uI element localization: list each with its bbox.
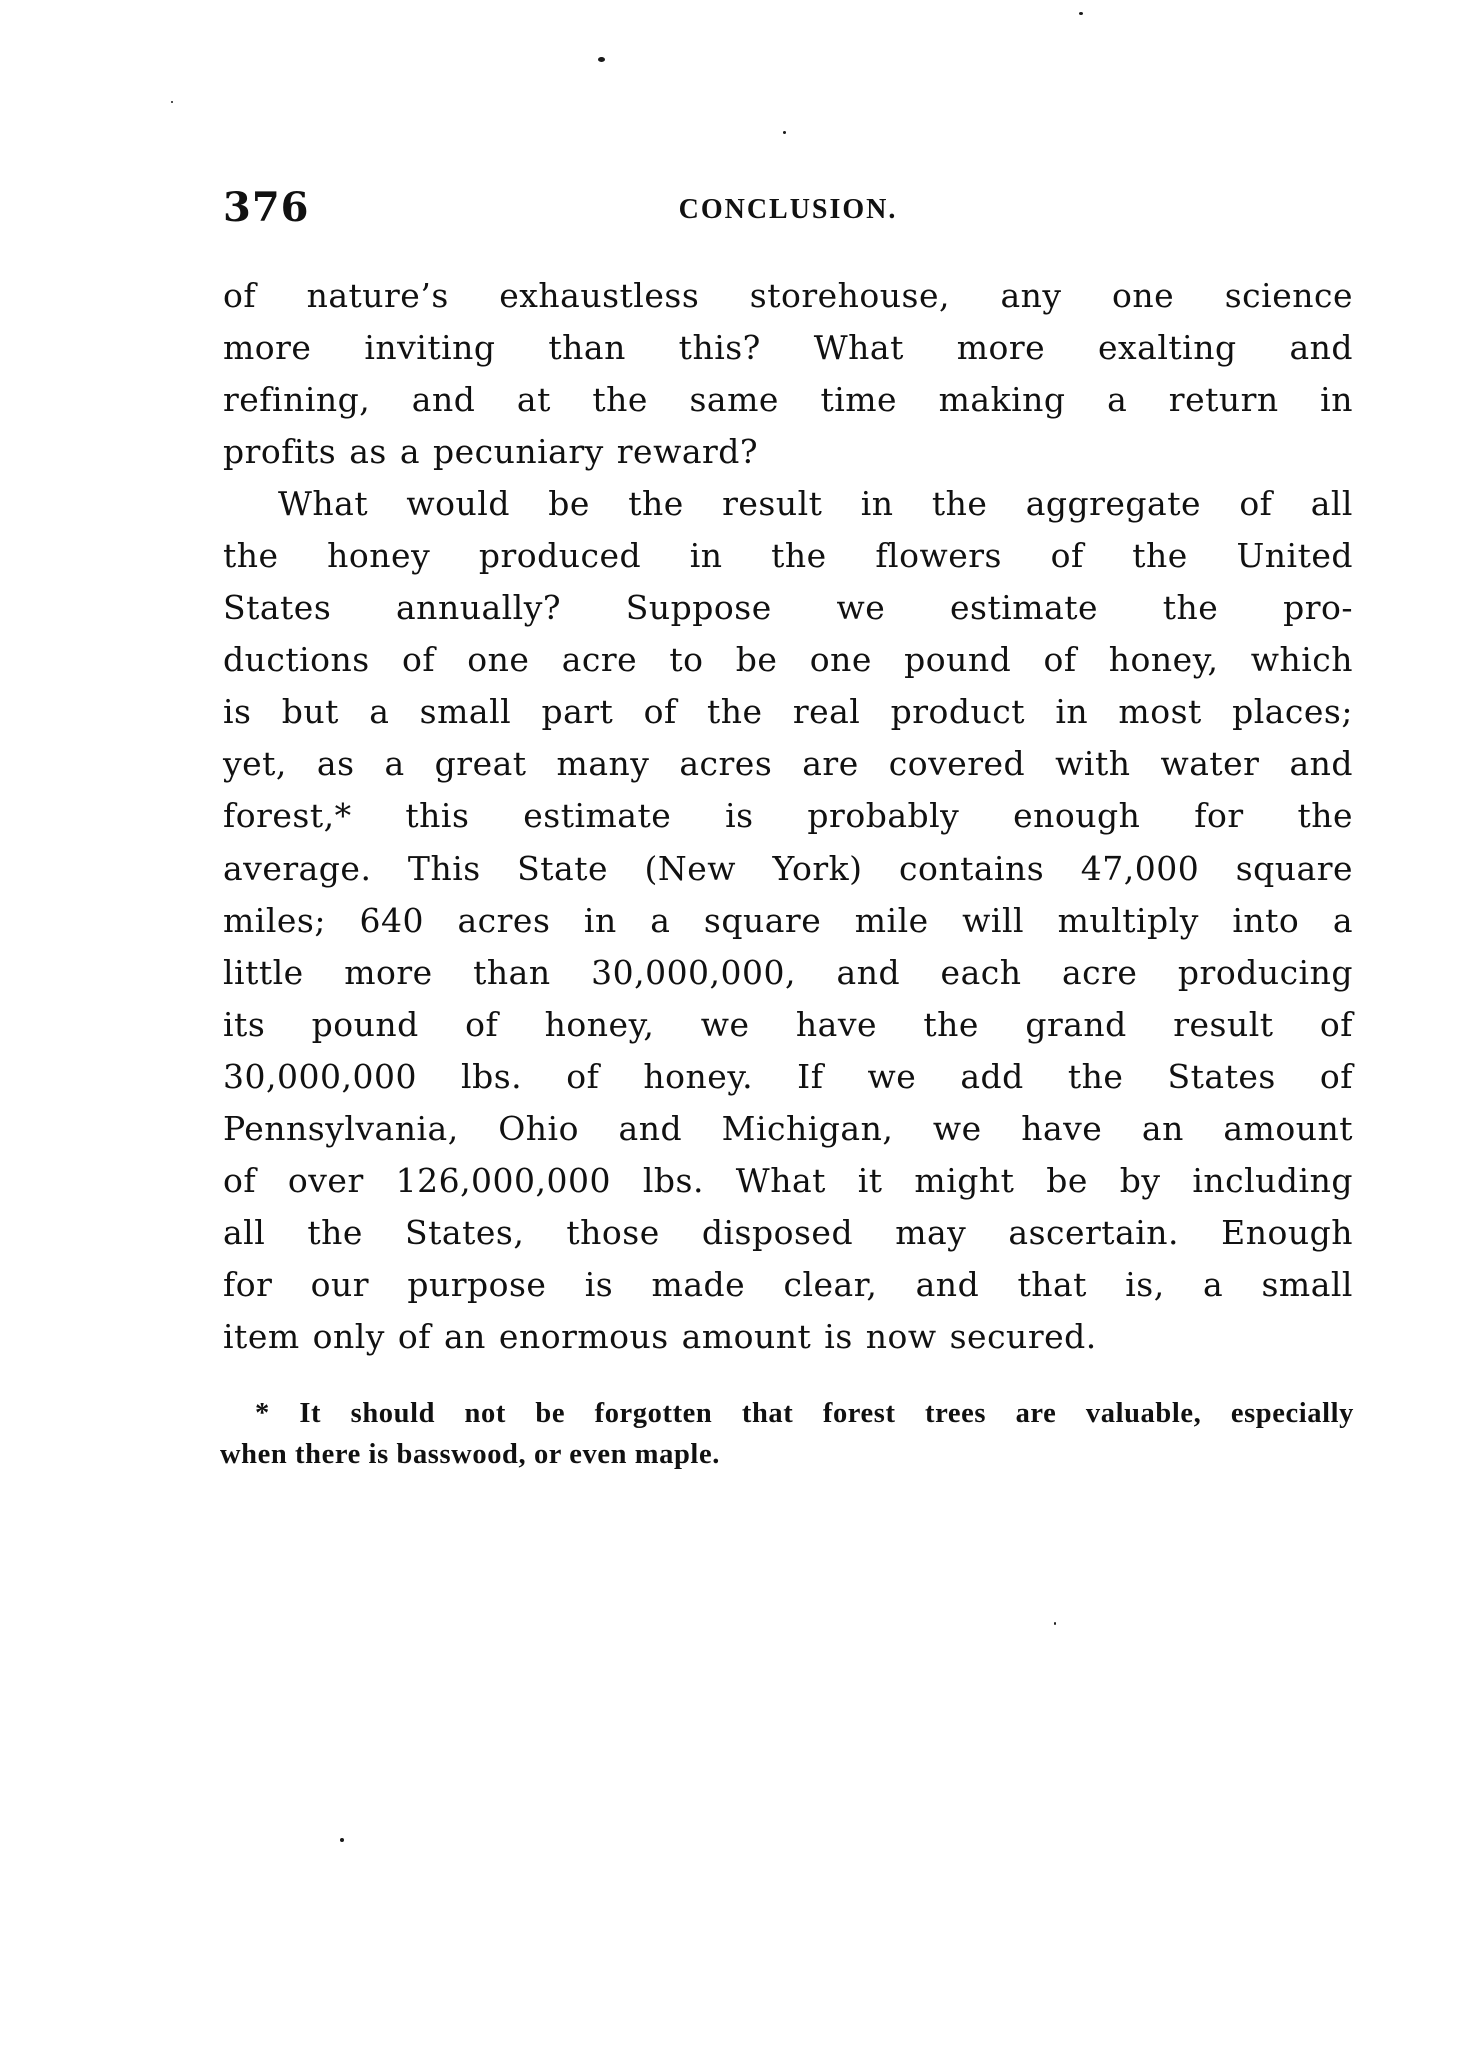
text-line: ductions of one acre to be one pound of honey, which [223, 640, 1353, 680]
scan-speck [1079, 12, 1083, 15]
text-line: all the States, those disposed may ascertain. Enough [223, 1212, 1353, 1252]
scan-speck [783, 131, 786, 134]
footnote-line: * It should not be forgotten that forest trees are valuable, especially [255, 1398, 1354, 1429]
scan-speck [598, 57, 605, 62]
page-number: 376 [223, 184, 310, 231]
running-head: CONCLUSION. [678, 194, 898, 225]
text-line: of nature’s exhaustless storehouse, any one science [223, 276, 1353, 315]
text-line: Pennsylvania, Ohio and Michigan, we have an amount [223, 1108, 1353, 1148]
text-line: little more than 30,000,000, and each acre producing [223, 952, 1353, 992]
page-header [223, 186, 1353, 230]
text-line: yet, as a great many acres are covered with water and [223, 744, 1353, 784]
text-line: more inviting than this? What more exalting and [223, 328, 1353, 368]
text-line: miles; 640 acres in a square mile will multiply into a [223, 900, 1353, 940]
scan-speck [340, 1838, 344, 1842]
text-line: the honey produced in the flowers of the United [223, 536, 1353, 576]
text-line: for our purpose is made clear, and that is, a small [223, 1264, 1353, 1304]
text-line: average. This State (New York) contains 47,000 square [223, 848, 1353, 888]
text-line: its pound of honey, we have the grand result of [223, 1004, 1353, 1044]
footnote-line: when there is basswood, or even maple. [220, 1439, 720, 1470]
text-line: States annually? Suppose we estimate the pro- [223, 588, 1353, 628]
text-line: is but a small part of the real product in most places; [223, 692, 1353, 732]
text-line: forest,* this estimate is probably enough for the [223, 796, 1353, 836]
text-line: of over 126,000,000 lbs. What it might be by including [223, 1160, 1353, 1200]
text-line: refining, and at the same time making a return in [223, 380, 1353, 420]
text-line: 30,000,000 lbs. of honey. If we add the States of [223, 1056, 1353, 1096]
text-line: What would be the result in the aggregate of all [278, 484, 1353, 524]
text-line: item only of an enormous amount is now secured. [223, 1316, 1097, 1356]
footnote [220, 1394, 1354, 1476]
scan-speck [1054, 1622, 1056, 1625]
body-text [223, 270, 1353, 1363]
text-line: profits as a pecuniary reward? [223, 432, 759, 472]
scan-speck [171, 101, 173, 103]
